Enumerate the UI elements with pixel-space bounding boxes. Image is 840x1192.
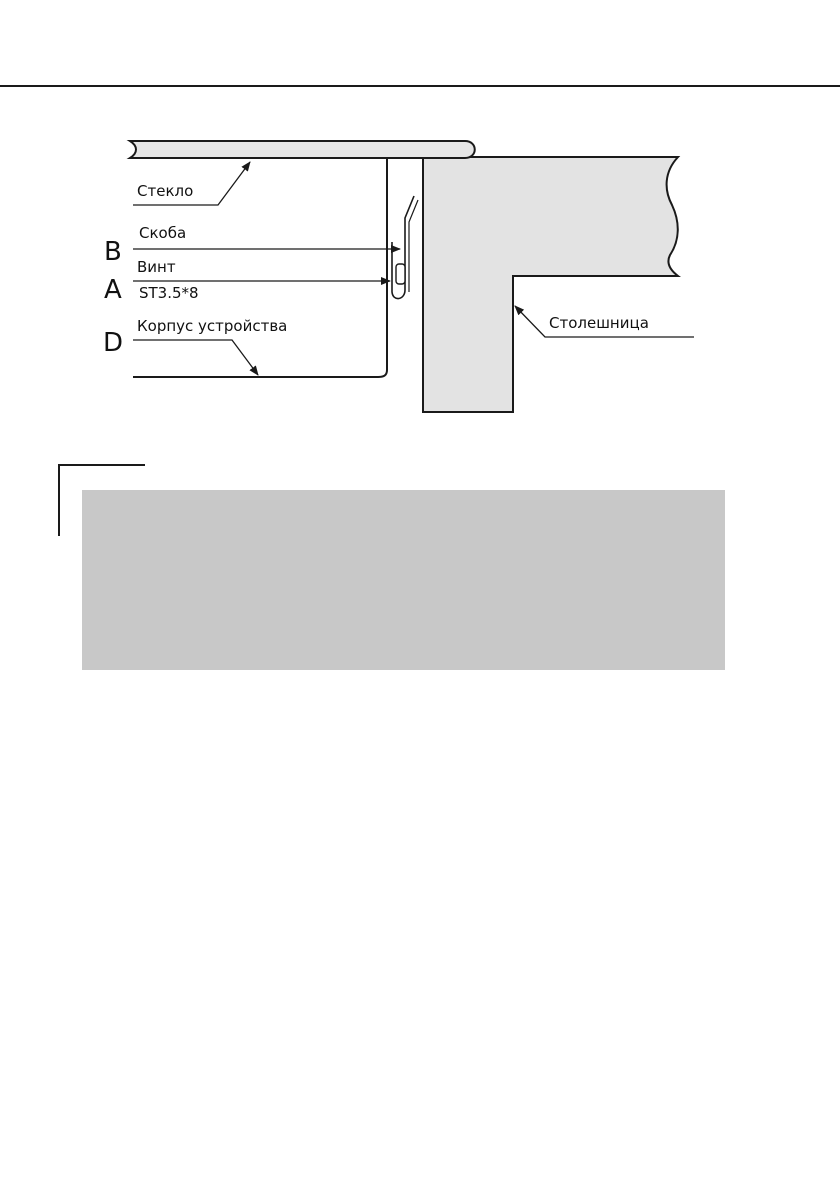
letter-b: B	[104, 237, 122, 267]
glass-panel	[130, 141, 475, 158]
bracket-label: Скоба	[139, 224, 187, 242]
letter-d: D	[103, 328, 124, 358]
bracket-clip-inner	[409, 200, 418, 292]
note-corner-vertical	[58, 464, 60, 536]
letter-a: A	[104, 275, 122, 305]
body-leader	[133, 340, 258, 375]
installation-diagram	[0, 0, 840, 460]
screw-label: Винт	[137, 258, 176, 276]
countertop-shape	[423, 157, 678, 412]
glass-label: Стекло	[137, 182, 194, 200]
body-label: Корпус устройства	[137, 317, 288, 335]
countertop-label: Столешница	[549, 314, 649, 332]
screw-spec-label: ST3.5*8	[139, 284, 199, 302]
note-box	[82, 490, 725, 670]
note-corner-horizontal	[58, 464, 145, 466]
screw-head	[396, 264, 405, 284]
